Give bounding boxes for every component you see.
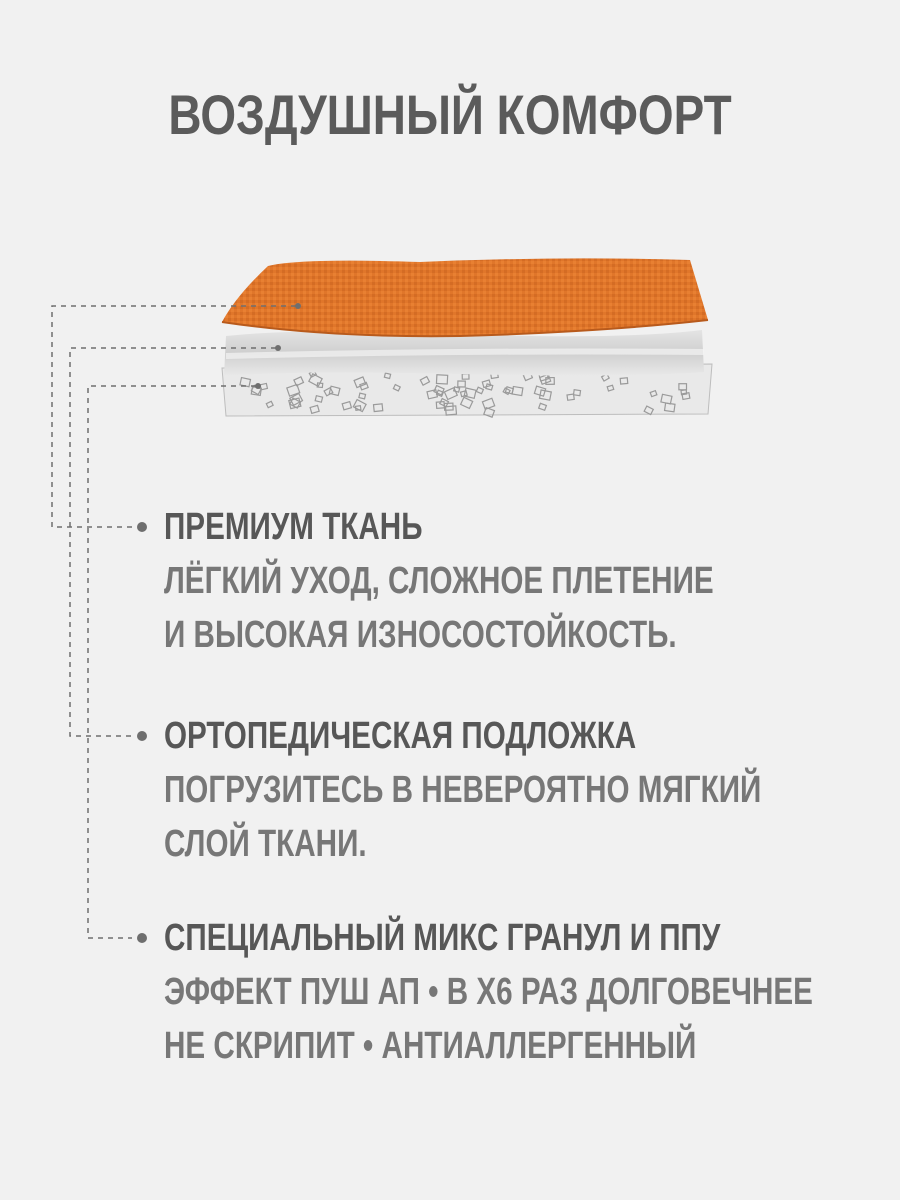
feature-premium-fabric bbox=[164, 500, 869, 662]
feature-heading: ОРТОПЕДИЧЕСКАЯ ПОДЛОЖКА bbox=[164, 715, 637, 757]
feature-description-line: И ВЫСОКАЯ ИЗНОСОСТОЙКОСТЬ. bbox=[164, 614, 677, 656]
feature-description-line: ЛЁГКИЙ УХОД, СЛОЖНОЕ ПЛЕТЕНИЕ bbox=[164, 560, 714, 602]
padding-layer bbox=[224, 330, 704, 376]
feature-description-line: ПОГРУЗИТЕСЬ В НЕВЕРОЯТНО МЯГКИЙ bbox=[164, 769, 762, 811]
feature-orthopedic-base bbox=[164, 709, 900, 871]
feature-description-line: СЛОЙ ТКАНИ. bbox=[164, 823, 367, 865]
feature-heading: ПРЕМИУМ ТКАНЬ bbox=[164, 506, 423, 548]
feature-heading: СПЕЦИАЛЬНЫЙ МИКС ГРАНУЛ И ППУ bbox=[164, 917, 721, 959]
bullet-icon bbox=[137, 522, 147, 532]
page-title: ВОЗДУШНЫЙ КОМФОРТ bbox=[168, 83, 732, 146]
feature-description-line: НЕ СКРИПИТ • АНТИАЛЛЕРГЕННЫЙ bbox=[164, 1025, 697, 1067]
feature-granule-mix bbox=[164, 911, 900, 1073]
feature-description-line: ЭФФЕКТ ПУШ АП • В Х6 РАЗ ДОЛГОВЕЧНЕЕ bbox=[164, 971, 813, 1013]
bullet-icon bbox=[137, 933, 147, 943]
bullet-icon bbox=[137, 731, 147, 741]
fabric-layer bbox=[222, 258, 708, 336]
